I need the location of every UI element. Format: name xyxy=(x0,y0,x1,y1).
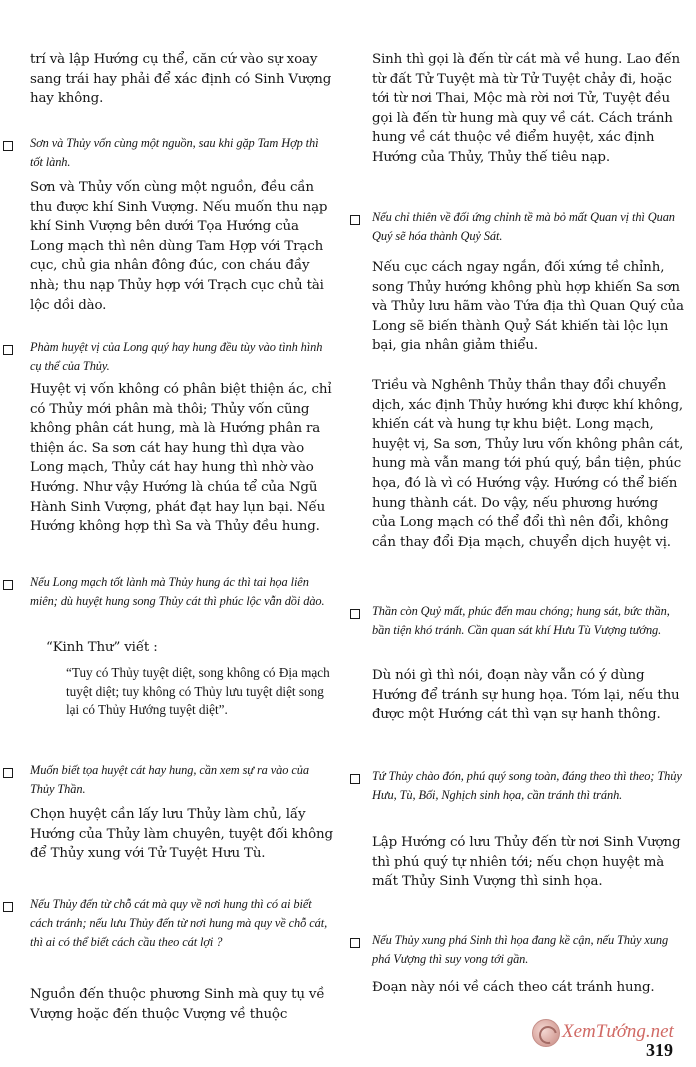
section-heading: Nếu Long mạch tốt lành mà Thủy hung ác thì tai họa liên miên; dù huyệt hung song Thủy cát thì phúc lộc vẫn dồi dào. xyxy=(30,575,325,608)
paragraph: Huyệt vị vốn không có phân biệt thiện ác, chỉ có Thủy mới phân mà thôi; Thủy vốn cũng không phân cát hung, mà là Hướng phân ra thiện ác. Sa sơn cát hay hung thì dựa vào Long mạch, Thủy cát hay hung thì nhờ vào Hướng. Như vậy Hướng là chúa tể của Ngũ Hành Sinh Vượng, phát đạt hay lụn bại. Nếu Hướng không hợp thì Sa và Thủy đều hung. xyxy=(30,382,332,535)
paragraph: Triều và Nghênh Thủy thần thay đổi chuyển dịch, xác định Thủy hướng khi được khí không, khiến cát và hung tự khu biệt. Long mạch, huyệt vị, Sa sơn, Thủy lưu vốn không phân cát, hung mà vẫn mang tới phú quý, bần tiện, phúc họa, đó là vì có Hướng vậy. Hướng có thể biến hung thành cát. Do vậy, nếu phương hướng của Long mạch có thể đổi thì nên đổi, không cần thay đổi Địa mạch, chuyển dịch huyệt vị. xyxy=(372,378,684,550)
square-bullet-icon xyxy=(350,938,360,948)
square-bullet-icon xyxy=(3,580,13,590)
section-heading: Thần còn Quỷ mất, phúc đến mau chóng; hung sát, bức thần, bần tiện khó tránh. Cần quan sát khí Hưu Tù Vượng tướng. xyxy=(372,604,670,637)
square-bullet-icon xyxy=(350,215,360,225)
section-heading: Muốn biết tọa huyệt cát hay hung, cần xem sự ra vào của Thủy Thần. xyxy=(30,763,309,796)
quotation: “Tuy có Thủy tuyệt diệt, song không có Địa mạch tuyệt diệt; tuy không có Thủy lưu tuyệt diệt song lại có Thủy Hướng tuyệt diệt”. xyxy=(66,665,330,718)
paragraph: Nếu cục cách ngay ngắn, đối xứng tề chỉnh, song Thủy hướng không phù hợp khiến Sa sơn và Thủy lưu hãm vào Tứa địa thì Quan Quý của Long sẽ biến thành Quỷ Sát khiến tài lộc lụn bại, gia nhân giảm thiểu. xyxy=(372,260,684,354)
square-bullet-icon xyxy=(3,345,13,355)
square-bullet-icon xyxy=(350,774,360,784)
paragraph: Lập Hướng có lưu Thủy đến từ nơi Sinh Vượng thì phú quý tự nhiên tới; nếu chọn huyệt mà mất Thủy Sinh Vượng thì sinh họa. xyxy=(372,835,681,890)
yin-yang-icon xyxy=(532,1019,560,1047)
section-heading: Phàm huyệt vị của Long quý hay hung đều tùy vào tình hình cụ thể của Thủy. xyxy=(30,340,323,373)
section-heading: Tứ Thủy chào đón, phú quý song toàn, đáng theo thì theo; Thủy Hưu, Tù, Bối, Nghịch sinh họa, cần tránh thì tránh. xyxy=(372,769,682,802)
paragraph: Chọn huyệt cần lấy lưu Thủy làm chủ, lấy Hướng của Thủy làm chuyên, tuyệt đối không để Thủy xung với Tử Tuyệt Hưu Tù. xyxy=(30,807,333,862)
paragraph: Sơn và Thủy vốn cùng một nguồn, đều cần thu được khí Sinh Vượng. Nếu muốn thu nạp khí Sinh Vượng bên dưới Tọa Hướng của Long mạch thì nên dùng Tam Hợp với Trạch cục, chủ gia nhân đông đúc, con cháu đầy nhà; thu nạp Thủy hợp với Trạch cục chủ tài lộc dồi dào. xyxy=(30,180,328,313)
page-number: 319 xyxy=(646,1040,673,1060)
paragraph: Sinh thì gọi là đến từ cát mà về hung. Lao đến từ đất Tử Tuyệt mà từ Tử Tuyệt chảy đi, hoặc tới từ nơi Thai, Mộc mà rời nơi Tử, Tuyệt đều gọi là đến từ hung mà quy về cát. Cách tránh hung về cát thuộc về điểm huyệt, xác định Hướng của Thủy, Thủy thế tiêu nạp. xyxy=(372,52,680,165)
section-heading: Nếu chỉ thiên về đối ứng chỉnh tề mà bỏ mất Quan vị thì Quan Quý sẽ hóa thành Quỷ Sát. xyxy=(372,210,675,243)
watermark-text: XemTướng.net xyxy=(562,1021,674,1042)
paragraph: Nguồn đến thuộc phương Sinh mà quy tụ về Vượng hoặc đến thuộc Vượng về thuộc xyxy=(30,987,325,1022)
paragraph: Đoạn này nói về cách theo cát tránh hung. xyxy=(372,980,655,995)
square-bullet-icon xyxy=(350,609,360,619)
section-heading: Nếu Thủy đến từ chỗ cát mà quy về nơi hung thì có ai biết cách tránh; nếu lưu Thủy đến từ nơi hung mà quy về chỗ cát, thì ai có thể biết cách cầu theo cát lợi ? xyxy=(30,897,328,949)
paragraph: trí và lập Hướng cụ thể, căn cứ vào sự xoay sang trái hay phải để xác định có Sinh Vượng hay không. xyxy=(30,52,332,107)
section-heading: Nếu Thủy xung phá Sinh thì họa đang kề cận, nếu Thủy xung phá Vượng thì suy vong tới gần. xyxy=(372,933,669,966)
paragraph: Dù nói gì thì nói, đoạn này vẫn có ý dùng Hướng để tránh sự hung họa. Tóm lại, nếu thu được một Hướng cát thì vạn sự hanh thông. xyxy=(372,668,680,723)
square-bullet-icon xyxy=(3,141,13,151)
square-bullet-icon xyxy=(3,768,13,778)
section-heading: Sơn và Thủy vốn cùng một nguồn, sau khi gặp Tam Hợp thì tốt lành. xyxy=(30,136,319,169)
quote-intro: “Kinh Thư” viết : xyxy=(46,640,158,655)
square-bullet-icon xyxy=(3,902,13,912)
